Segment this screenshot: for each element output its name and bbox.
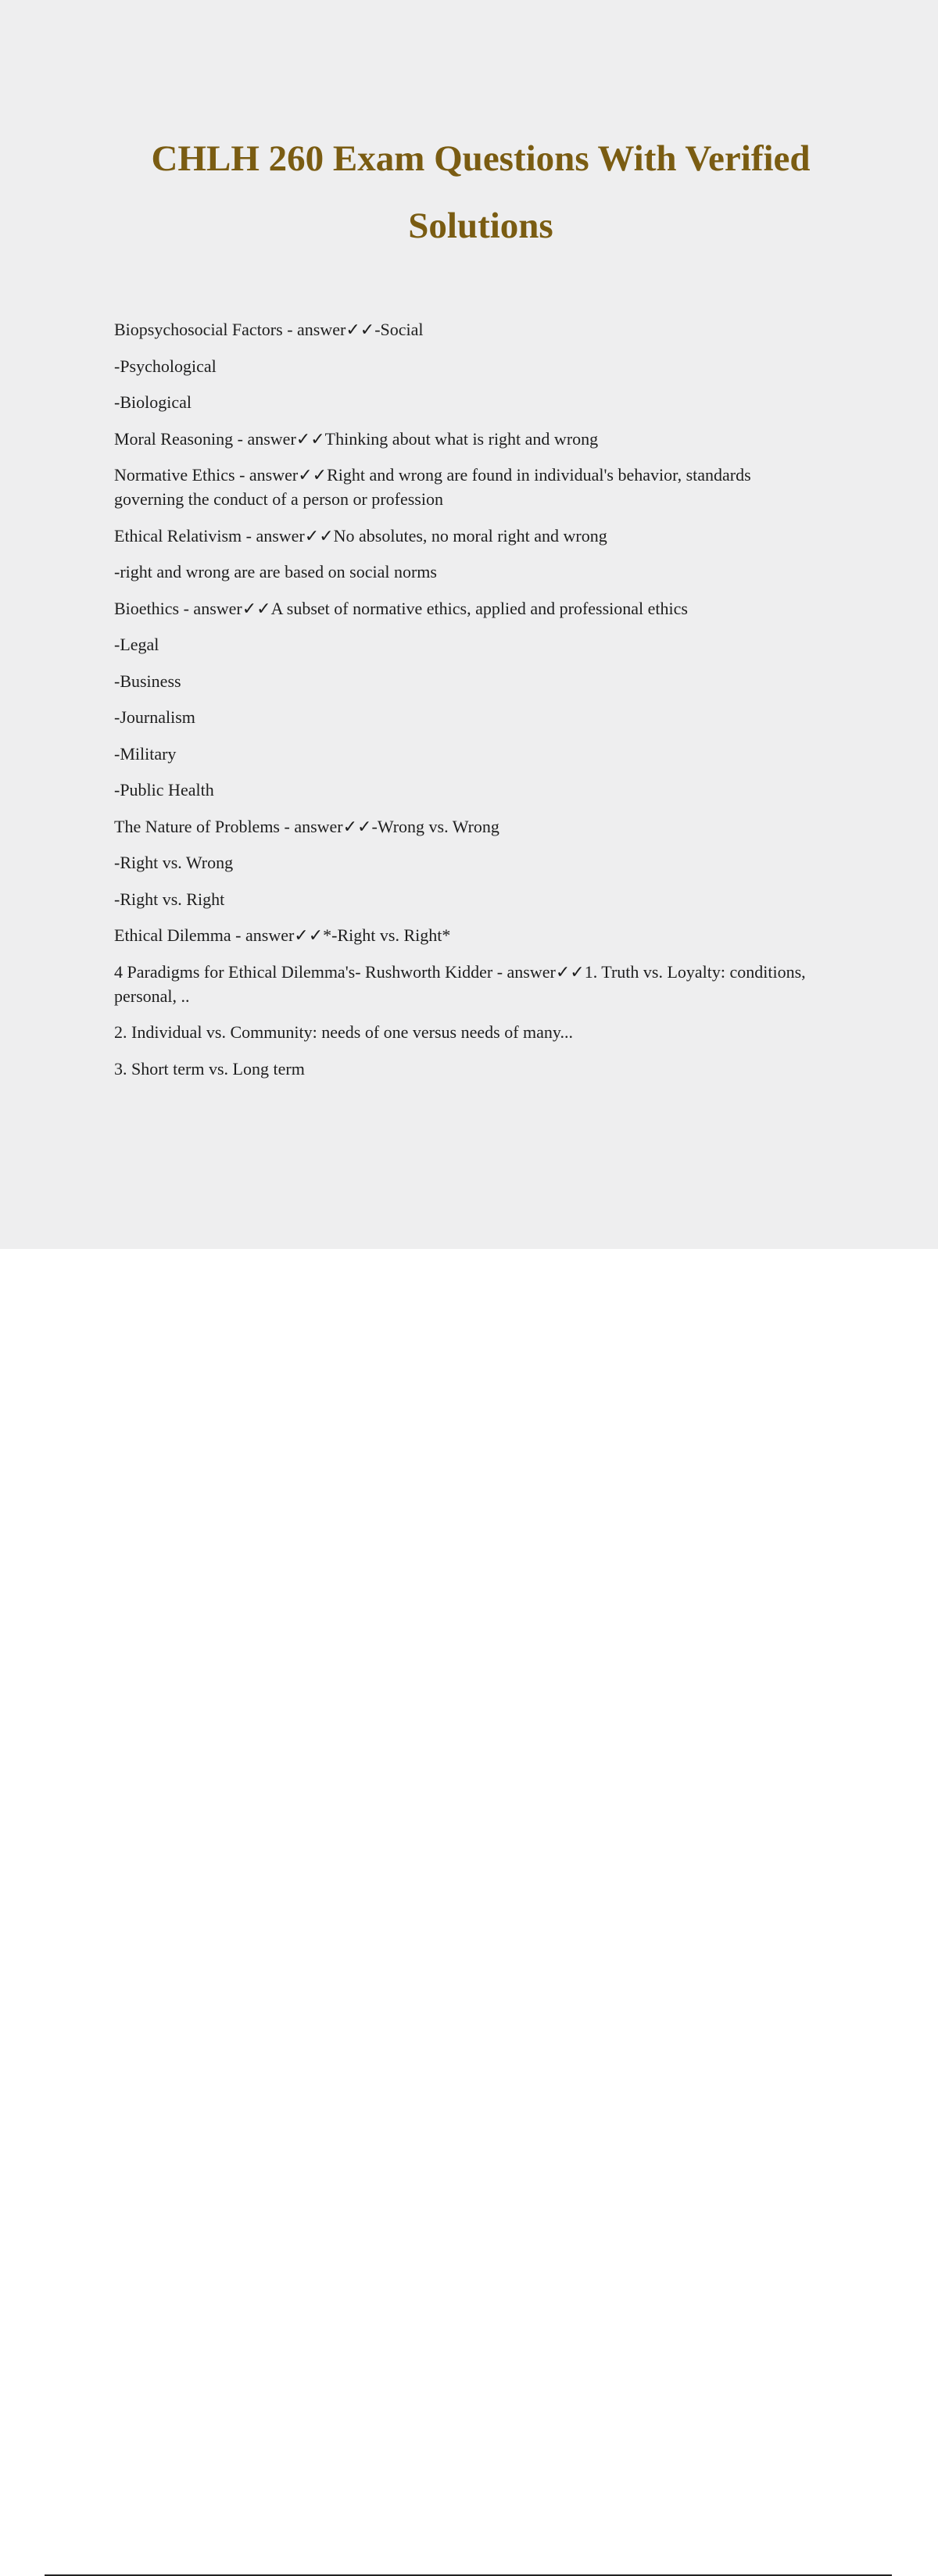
paragraph: -Military [114,743,177,764]
paragraph: The Nature of Problems - answer✓✓-Wrong vs. Wrong [114,816,499,836]
paragraph: Ethical Dilemma - answer✓✓*-Right vs. Right* [114,925,451,945]
paragraph: -Journalism [114,707,195,727]
paragraph: -Biological [114,392,192,412]
paragraph: Biopsychosocial Factors - answer✓✓-Social [114,320,424,339]
paragraph: 3. Short term vs. Long term [114,1058,305,1079]
next-page-area [0,1249,938,1329]
paragraph: -Right vs. Wrong [114,853,234,872]
document-body [114,317,818,1093]
document-title: CHLH 260 Exam Questions With Verified Solutions [151,138,811,246]
paragraph: -Psychological [114,356,217,376]
paragraph: 2. Individual vs. Community: needs of one versus needs of many... [114,1022,573,1042]
paragraph: 4 Paradigms for Ethical Dilemma's- Rushworth Kidder - answer✓✓1. Truth vs. Loyalty: conditions, personal, .. [114,961,806,1006]
paragraph: -Public Health [114,780,214,800]
paragraph: Normative Ethics - answer✓✓Right and wrong are found in individual's behavior, standards governing the conduct of a person or profession [114,465,751,509]
paragraph: -Business [114,671,181,691]
paragraph: Ethical Relativism - answer✓✓No absolutes, no moral right and wrong [114,525,607,546]
paragraph: Moral Reasoning - answer✓✓Thinking about what is right and wrong [114,428,599,449]
paragraph: -Legal [114,635,159,654]
paragraph: -Right vs. Right [114,889,225,909]
paragraph: -right and wrong are are based on social norms [114,562,437,581]
paragraph: Bioethics - answer✓✓A subset of normative ethics, applied and professional ethics [114,598,688,618]
document-page [0,0,938,1249]
